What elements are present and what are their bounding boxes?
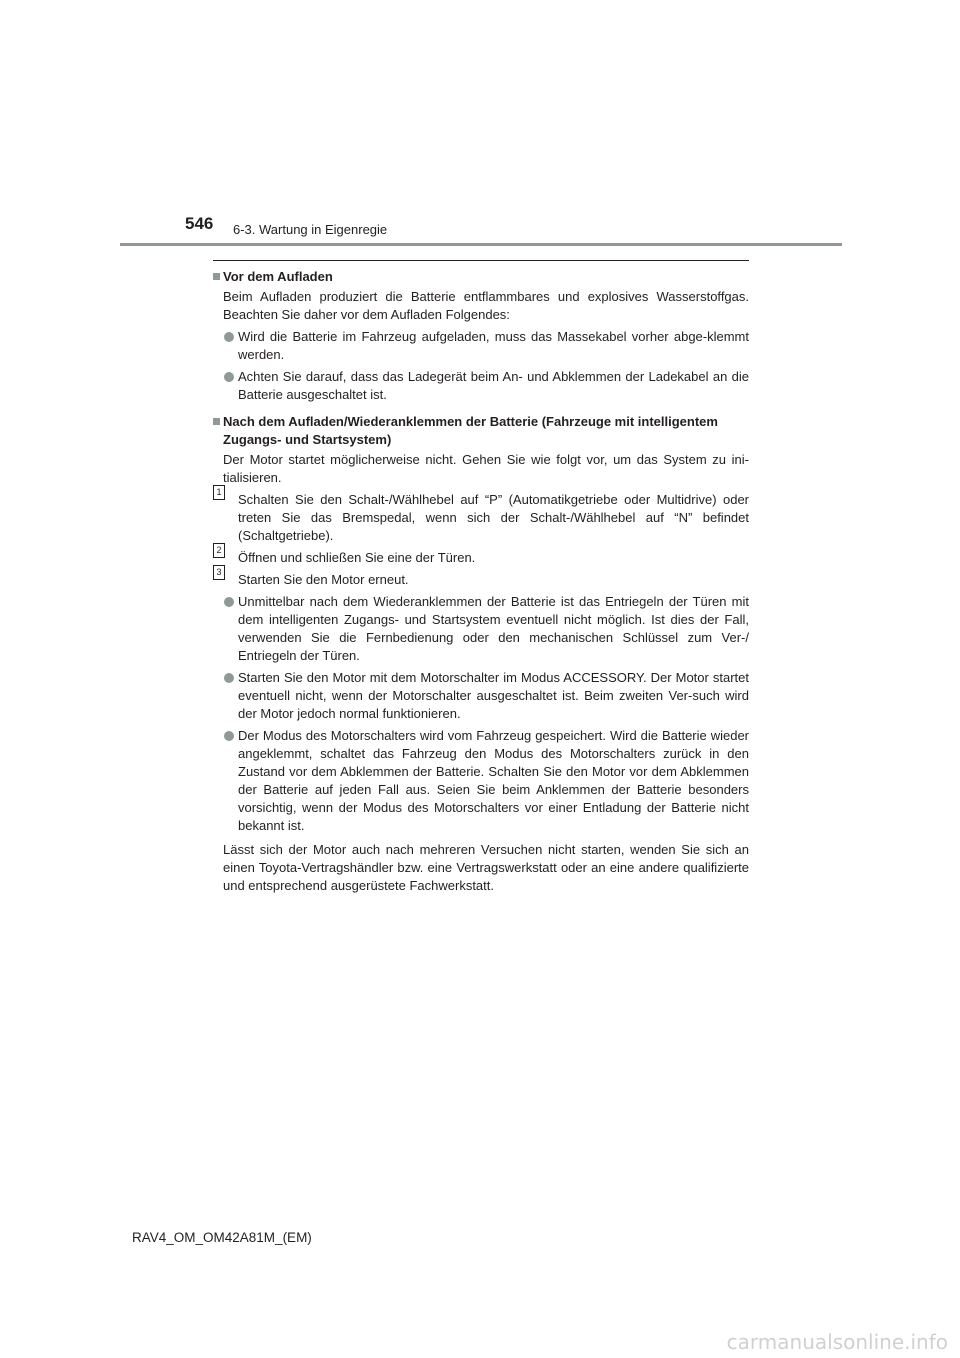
header-rule [120,243,842,246]
step-item: 3 Starten Sie den Motor erneut. [213,571,749,589]
circle-bullet-icon [224,673,234,683]
bullet-item: Achten Sie darauf, dass das Ladegerät beim An- und Abklemmen der Ladekabel an die Batterie ausgeschaltet ist. [213,368,749,404]
step-item: 2 Öffnen und schließen Sie eine der Türen. [213,549,749,567]
step-number-badge: 2 [213,543,225,558]
step-item: 1 Schalten Sie den Schalt-/Wählhebel auf “P” (Automatikgetriebe oder Multidrive) oder treten Sie das Bremspedal, wenn sich der Schalt-/Wählhebel auf “N” befindet (Schaltgetriebe). [213,491,749,545]
bullet-item: Unmittelbar nach dem Wiederanklemmen der Batterie ist das Entriegeln der Türen mit dem intelligenten Zugangs- und Startsystem eventuell nicht möglich. Ist dies der Fall, verwenden Sie die Fernbedienung oder den mechanischen Schlüssel zum Ver-/ Entriegeln der Türen. [213,593,749,665]
closing-paragraph: Lässt sich der Motor auch nach mehreren Versuchen nicht starten, wenden Sie sich an einen Toyota-Vertragshändler bzw. eine Vertragswerkstatt oder an eine andere qualifizierte und entsprechend ausgerüstete Fachwerkstatt. [223,842,749,893]
section-intro: Beim Aufladen produziert die Batterie entflammbares und explosives Wasserstoffgas. Beachten Sie daher vor dem Aufladen Folgendes: [223,289,749,322]
footer-doc-code: RAV4_OM_OM42A81M_(EM) [132,1230,312,1245]
section-heading-before-charging: Vor dem Aufladen [213,268,749,286]
bullet-item: Starten Sie den Motor mit dem Motorschalter im Modus ACCESSORY. Der Motor startet eventuell nicht, wenn der Motorschalter ausgeschaltet ist. Beim zweiten Ver-such wird der Motor jedoch normal funktionieren. [213,669,749,723]
bullet-item: Der Modus des Motorschalters wird vom Fahrzeug gespeichert. Wird die Batterie wieder angeklemmt, schaltet das Fahrzeug den Modus des Motorschalters zurück in den Zustand vor dem Abklemmen der Batterie. Schalten Sie den Motor vor dem Abklemmen der Batterie auf jeden Fall aus. Seien Sie beim Anklemmen der Batterie besonders vorsichtig, wenn der Modus des Motorschalters vor einer Entladung der Batterie nicht bekannt ist. [213,727,749,835]
section-heading-after-charging: Nach dem Aufladen/Wiederanklemmen der Batterie (Fahrzeuge mit intelligentem Zugangs- und Startsystem) [213,413,749,449]
circle-bullet-icon [224,372,234,382]
square-bullet-icon [213,273,220,280]
circle-bullet-icon [224,332,234,342]
page-header [0,0,960,250]
page-content [213,268,749,898]
content-top-rule [213,260,749,261]
page-number: 546 [185,214,214,233]
bullet-item: Wird die Batterie im Fahrzeug aufgeladen, muss das Massekabel vorher abge-klemmt werden. [213,328,749,364]
square-bullet-icon [213,418,220,425]
circle-bullet-icon [224,597,234,607]
section-intro: Der Motor startet möglicherweise nicht. Gehen Sie wie folgt vor, um das System zu ini-tialisieren. [223,452,749,485]
circle-bullet-icon [224,731,234,741]
step-number-badge: 1 [213,485,225,500]
step-number-badge: 3 [213,565,225,580]
watermark: carmanualsonline.info [726,1330,948,1354]
section-title: 6-3. Wartung in Eigenregie [233,222,388,237]
